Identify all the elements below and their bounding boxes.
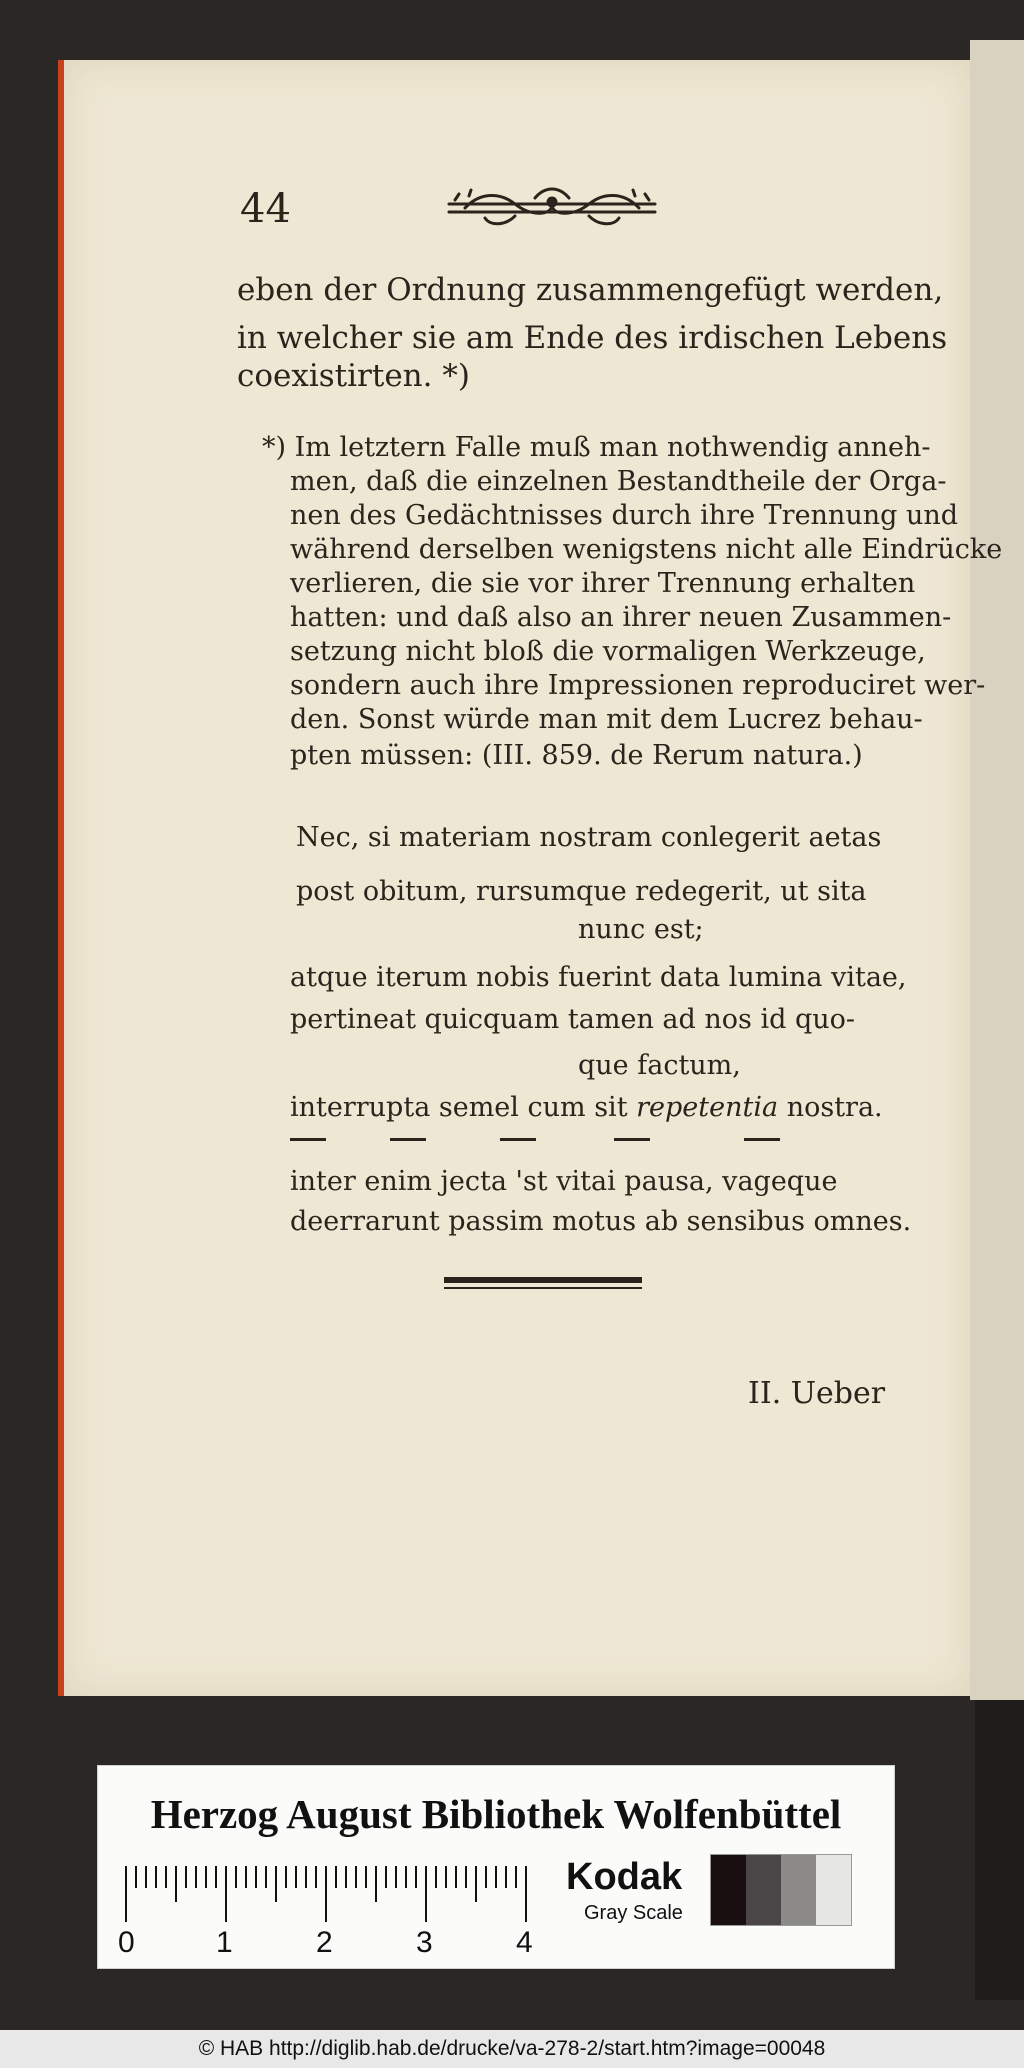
body-line-2-text: in welcher sie am Ende des irdischen Lebens xyxy=(237,320,948,356)
dash-1 xyxy=(290,1138,326,1141)
library-label-card xyxy=(97,1765,895,1969)
page-number: 44 xyxy=(240,186,291,232)
footnote-line-4: während derselben wenigstens nicht alle Eindrücke xyxy=(290,534,1003,565)
verse-line-4: atque iterum nobis fuerint data lumina vitae, xyxy=(290,962,907,993)
body-line-3-text: coexistirten. *) xyxy=(237,358,470,394)
gray-scale-label: Gray Scale xyxy=(584,1902,683,1924)
library-name: Herzog August Bibliothek Wolfenbüttel xyxy=(150,1791,842,1837)
verse-line-3: nunc est; xyxy=(578,914,704,945)
verse-line-8: inter enim jecta 'st vitai pausa, vageque xyxy=(290,1166,838,1197)
swatch-dark-gray xyxy=(746,1855,781,1925)
dash-5 xyxy=(744,1138,780,1141)
body-line-1 xyxy=(237,272,944,308)
verse-line-7-end: nostra. xyxy=(786,1092,883,1123)
footnote-line-2: men, daß die einzelnen Bestandtheile der Orga- xyxy=(290,466,947,497)
verse-line-2: post obitum, rursumque redegerit, ut sita xyxy=(296,876,867,907)
verse-line-7-start: interrupta semel cum sit xyxy=(290,1092,628,1123)
ruler-number-4: 4 xyxy=(516,1926,533,1959)
footnote-line-3: nen des Gedächtnisses durch ihre Trennung und xyxy=(290,500,959,531)
swatch-mid-gray xyxy=(781,1855,816,1925)
swatch-white xyxy=(816,1855,851,1925)
kodak-logo: Kodak xyxy=(566,1856,683,1898)
section-rule xyxy=(444,1277,642,1291)
dash-2 xyxy=(390,1138,426,1141)
gray-scale-swatches xyxy=(710,1854,852,1926)
footnote-line-6: hatten: und daß also an ihrer neuen Zusammen- xyxy=(290,602,952,633)
dash-row xyxy=(290,1138,850,1142)
swatch-black xyxy=(711,1855,746,1925)
body-line-1-text: eben der Ordnung zusammengefügt werden, xyxy=(237,272,944,308)
footer-credit: © HAB http://diglib.hab.de/drucke/va-278-2/start.htm?image=00048 xyxy=(0,2030,1024,2068)
next-page-shadow xyxy=(975,1700,1024,2000)
ornament-icon xyxy=(445,182,659,232)
next-page-edge xyxy=(970,40,1024,1700)
ruler xyxy=(118,1858,533,1959)
footnote-line-1: *) Im letztern Falle muß man nothwendig anneh- xyxy=(262,432,931,463)
dash-4 xyxy=(614,1138,650,1141)
footnote-line-7: setzung nicht bloß die vormaligen Werkzeuge, xyxy=(290,636,926,667)
footnote-line-5: verlieren, die sie vor ihrer Trennung erhalten xyxy=(290,568,916,599)
verse-line-7 xyxy=(290,1092,883,1123)
ruler-number-1: 1 xyxy=(216,1926,233,1959)
ruler-number-0: 0 xyxy=(118,1926,135,1959)
catchword: II. Ueber xyxy=(748,1376,886,1411)
ruler-number-2: 2 xyxy=(316,1926,333,1959)
footnote-line-10: pten müssen: (III. 859. de Rerum natura.) xyxy=(290,740,863,771)
verse-emphasis: repetentia xyxy=(636,1092,779,1123)
verse-line-6: que factum, xyxy=(578,1050,741,1081)
footnote-line-8: sondern auch ihre Impressionen reproduciret wer- xyxy=(290,670,986,701)
body-line-2 xyxy=(237,320,948,356)
verse-line-5: pertineat quicquam tamen ad nos id quo- xyxy=(290,1004,856,1035)
body-line-3 xyxy=(237,358,470,394)
dash-3 xyxy=(500,1138,536,1141)
verse-line-1: Nec, si materiam nostram conlegerit aetas xyxy=(296,822,882,853)
footnote-line-9: den. Sonst würde man mit dem Lucrez behau- xyxy=(290,704,923,735)
verse-line-9: deerrarunt passim motus ab sensibus omnes. xyxy=(290,1206,912,1237)
ruler-number-3: 3 xyxy=(416,1926,433,1959)
